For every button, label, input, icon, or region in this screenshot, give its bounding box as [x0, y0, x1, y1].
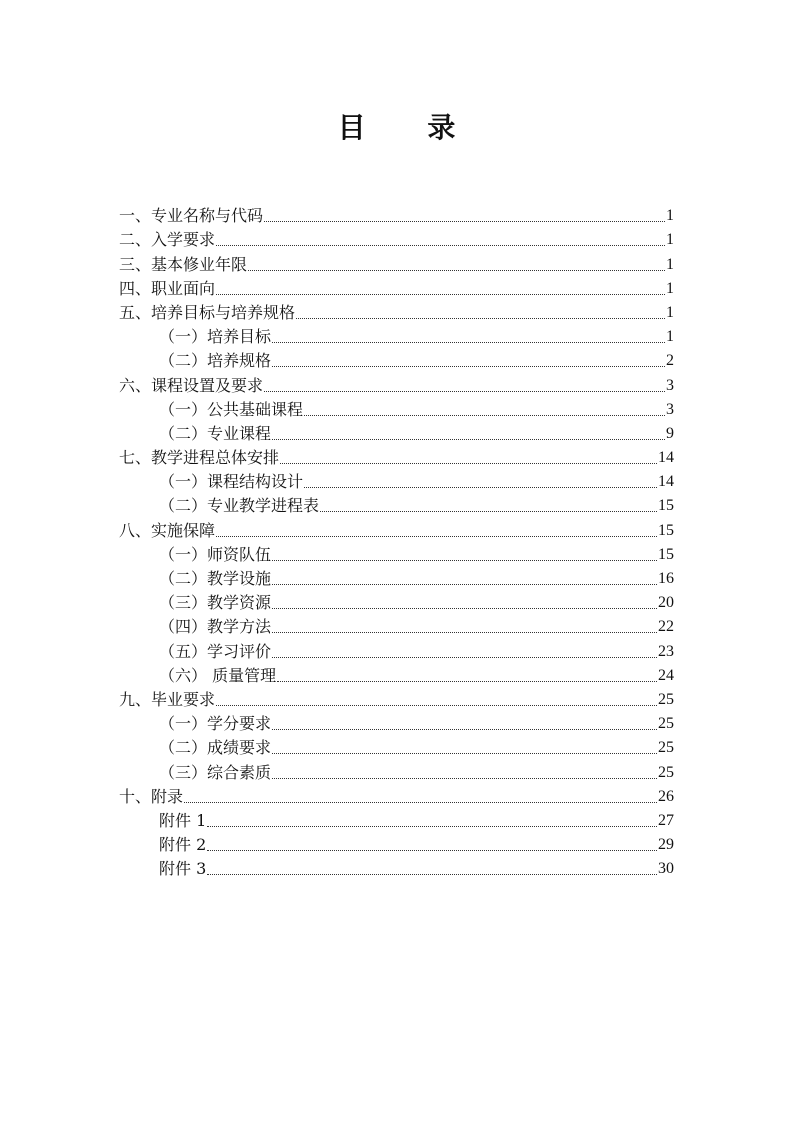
toc-dot-leader	[216, 245, 665, 246]
toc-entry-label: （一）师资队伍	[159, 544, 272, 564]
toc-entry[interactable]	[119, 855, 674, 879]
toc-dot-leader	[272, 657, 657, 658]
toc-dot-leader	[304, 415, 665, 416]
toc-entry[interactable]	[119, 275, 674, 299]
toc-dot-leader	[207, 826, 657, 827]
toc-entry-label: 七、教学进程总体安排	[119, 448, 280, 468]
toc-entry-page-number: 1	[666, 303, 674, 321]
toc-entry-label: 二、入学要求	[119, 230, 216, 250]
toc-entry-label: 三、基本修业年限	[119, 254, 248, 274]
toc-entry[interactable]	[119, 323, 674, 347]
toc-dot-leader	[216, 294, 665, 295]
toc-dot-leader	[248, 270, 665, 271]
toc-dot-leader	[272, 729, 657, 730]
toc-entry[interactable]	[119, 734, 674, 758]
toc-dot-leader	[264, 391, 665, 392]
toc-entry-page-number: 25	[658, 739, 674, 757]
toc-entry-label: （二）成绩要求	[159, 738, 272, 758]
toc-entry-label: 十、附录	[119, 786, 184, 806]
toc-entry-label: 四、职业面向	[119, 278, 216, 298]
toc-entry-label: 一、专业名称与代码	[119, 206, 264, 226]
toc-dot-leader	[216, 705, 657, 706]
table-of-contents	[119, 202, 674, 879]
page-title: 目 录	[337, 111, 482, 144]
toc-dot-leader	[280, 463, 657, 464]
toc-dot-leader	[272, 584, 657, 585]
toc-dot-leader	[184, 802, 657, 803]
toc-entry[interactable]	[119, 492, 674, 516]
toc-dot-leader	[264, 221, 665, 222]
toc-entry[interactable]	[119, 444, 674, 468]
toc-entry-page-number: 1	[666, 279, 674, 297]
toc-entry-page-number: 15	[658, 521, 674, 539]
toc-dot-leader	[272, 366, 665, 367]
toc-entry[interactable]	[119, 613, 674, 637]
toc-entry-label: 附件 1	[159, 810, 207, 830]
toc-entry-page-number: 14	[658, 473, 674, 491]
toc-entry-page-number: 27	[658, 811, 674, 829]
toc-entry[interactable]	[119, 662, 674, 686]
toc-dot-leader	[272, 778, 657, 779]
toc-entry-page-number: 26	[658, 787, 674, 805]
toc-entry-label: （三）综合素质	[159, 762, 272, 782]
toc-entry-label: 六、课程设置及要求	[119, 375, 264, 395]
toc-entry[interactable]	[119, 831, 674, 855]
toc-dot-leader	[272, 560, 657, 561]
toc-entry-page-number: 2	[666, 352, 674, 370]
toc-entry[interactable]	[119, 710, 674, 734]
toc-entry-label: （一）学分要求	[159, 714, 272, 734]
toc-entry[interactable]	[119, 565, 674, 589]
toc-entry-page-number: 3	[666, 400, 674, 418]
toc-entry-page-number: 20	[658, 594, 674, 612]
toc-entry-label: （二）培养规格	[159, 351, 272, 371]
toc-entry-page-number: 3	[666, 376, 674, 394]
toc-dot-leader	[272, 632, 657, 633]
toc-entry-page-number: 14	[658, 449, 674, 467]
toc-entry-label: （三）教学资源	[159, 593, 272, 613]
toc-entry-page-number: 1	[666, 207, 674, 225]
toc-entry-page-number: 9	[666, 424, 674, 442]
toc-entry[interactable]	[119, 589, 674, 613]
toc-entry[interactable]	[119, 347, 674, 371]
toc-dot-leader	[272, 439, 665, 440]
toc-dot-leader	[272, 608, 657, 609]
toc-entry[interactable]	[119, 783, 674, 807]
toc-entry-label: 九、毕业要求	[119, 689, 216, 709]
toc-entry-page-number: 15	[658, 545, 674, 563]
toc-dot-leader	[320, 511, 657, 512]
toc-dot-leader	[216, 536, 657, 537]
toc-entry-page-number: 24	[658, 666, 674, 684]
toc-dot-leader	[304, 487, 657, 488]
toc-entry-page-number: 15	[658, 497, 674, 515]
toc-entry-label: 附件 2	[159, 835, 207, 855]
toc-entry[interactable]	[119, 396, 674, 420]
toc-entry-label: 五、培养目标与培养规格	[119, 302, 296, 322]
toc-entry-page-number: 30	[658, 860, 674, 878]
toc-entry[interactable]	[119, 420, 674, 444]
toc-entry-label: 八、实施保障	[119, 520, 216, 540]
toc-entry-label: （六） 质量管理	[159, 665, 277, 685]
toc-entry-page-number: 25	[658, 690, 674, 708]
toc-entry-page-number: 1	[666, 255, 674, 273]
toc-entry-page-number: 25	[658, 715, 674, 733]
toc-entry-page-number: 29	[658, 836, 674, 854]
toc-entry-label: （一）公共基础课程	[159, 399, 304, 419]
toc-dot-leader	[277, 681, 657, 682]
toc-entry-page-number: 25	[658, 763, 674, 781]
toc-entry-label: （五）学习评价	[159, 641, 272, 661]
toc-entry-page-number: 23	[658, 642, 674, 660]
toc-entry[interactable]	[119, 516, 674, 540]
toc-entry[interactable]	[119, 758, 674, 782]
toc-dot-leader	[296, 318, 665, 319]
toc-entry-label: （二）专业教学进程表	[159, 496, 320, 516]
toc-entry[interactable]	[119, 541, 674, 565]
toc-entry[interactable]	[119, 468, 674, 492]
toc-entry-page-number: 16	[658, 570, 674, 587]
toc-entry-page-number: 22	[658, 618, 674, 636]
toc-entry[interactable]	[119, 686, 674, 710]
toc-dot-leader	[272, 342, 665, 343]
toc-dot-leader	[272, 753, 657, 754]
toc-entry[interactable]	[119, 637, 674, 661]
toc-entry[interactable]	[119, 202, 674, 226]
toc-entry-label: （二）专业课程	[159, 423, 272, 443]
toc-entry-label: 附件 3	[159, 859, 207, 879]
toc-entry[interactable]	[119, 807, 674, 831]
toc-entry-label: （一）培养目标	[159, 327, 272, 347]
toc-entry[interactable]	[119, 299, 674, 323]
toc-entry-page-number: 1	[666, 231, 674, 249]
toc-entry-label: （四）教学方法	[159, 617, 272, 637]
toc-entry-label: （二）教学设施	[159, 569, 272, 588]
toc-entry[interactable]	[119, 250, 674, 274]
toc-entry-page-number: 1	[666, 328, 674, 346]
toc-dot-leader	[207, 850, 657, 851]
toc-entry[interactable]	[119, 226, 674, 250]
toc-entry-label: （一）课程结构设计	[159, 472, 304, 492]
toc-dot-leader	[207, 874, 657, 875]
toc-entry[interactable]	[119, 371, 674, 395]
